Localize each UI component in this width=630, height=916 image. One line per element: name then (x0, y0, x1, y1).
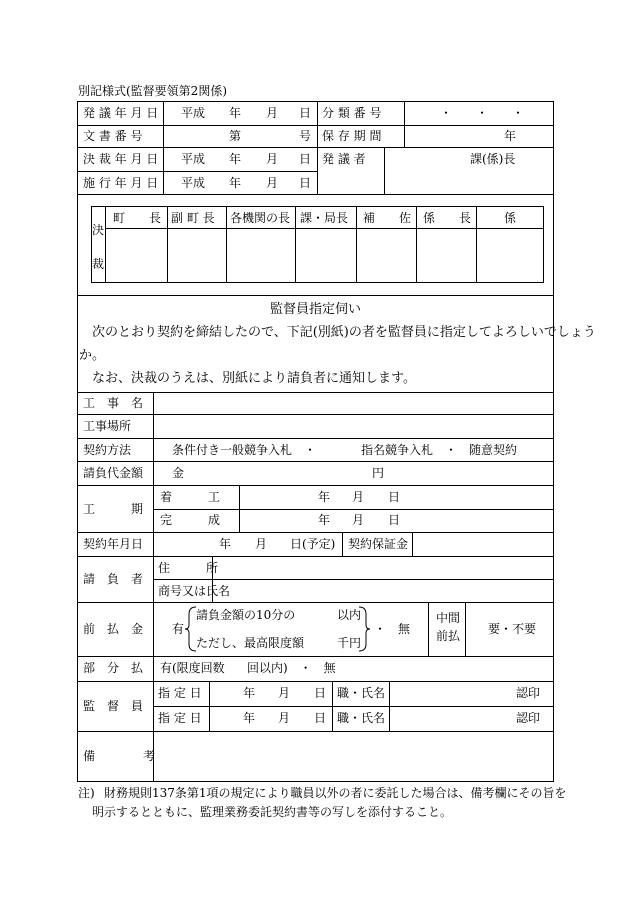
keiyaku-hoho-option-joken: 条件付き一般競争入札 ・ (172, 443, 317, 457)
bubun-value-limit: 有(限度回数 (160, 661, 225, 675)
bubun-value-rest: 回以内) ・ 無 (247, 661, 336, 675)
chukan-label-top: 中間 (436, 611, 461, 625)
note-line2: 明示するとともに、監理業務委託契約書等の写しを添付すること。 (92, 805, 453, 819)
approval-col-kacho: 課・局長 (300, 211, 349, 225)
keiyaku-date-label: 契約年月日 (83, 537, 144, 551)
shitei-bi-label: 指 定 日 (158, 711, 202, 725)
request-body-line2: か。 (79, 348, 106, 363)
approval-col-fukuchocho: 副 町 長 (171, 211, 215, 225)
keiyaku-hoho-option-shimei: 指名競争入札 ・ 随意契約 (361, 443, 518, 457)
note-prefix: 注) (78, 786, 95, 800)
note-line1: 財務規則137条第1項の規定により職員以外の者に委託した場合は、備考欄にその旨を (104, 786, 567, 800)
month-label: 月 (352, 490, 365, 504)
kantokuin-label: 監 督 員 (83, 699, 144, 713)
nashi-label: ・ 無 (374, 622, 411, 636)
maebarai-ratio-text: 請負金額の10分の (196, 608, 296, 622)
chukan-label-bottom: 前払 (436, 629, 461, 643)
day-label: 日 (299, 106, 312, 120)
day-label: 日 (388, 513, 401, 527)
en-label: 円 (372, 466, 385, 480)
daikin-label: 請負代金額 (83, 466, 144, 480)
hoshokin-label: 契約保証金 (348, 537, 409, 551)
inin-label: 認印 (516, 686, 541, 700)
bunrui-value: ・ ・ ・ (440, 106, 525, 120)
era-label: 平成 (181, 106, 206, 120)
month-label: 月 (266, 106, 279, 120)
kansei-label: 完 成 (160, 513, 221, 527)
chaku-label: 着 工 (160, 490, 221, 504)
inin-label: 認印 (516, 711, 541, 725)
month-label: 月 (278, 711, 291, 725)
hozon-label: 保 存 期 間 (322, 129, 382, 143)
inai-label: 以内 (337, 608, 362, 622)
yotei-label: 日(予定) (290, 537, 336, 551)
year-label: 年 (229, 176, 242, 190)
senen-label: 千円 (337, 636, 362, 650)
ari-label: 有 (172, 622, 185, 636)
kessai-date-label: 決 裁 年 月 日 (83, 152, 159, 166)
year-label: 年 (229, 106, 242, 120)
year-label: 年 (318, 490, 331, 504)
shogo-label: 商号又は氏名 (158, 584, 231, 598)
hatsugi-date-label: 発 議 年 月 日 (83, 106, 159, 120)
year-label: 年 (318, 513, 331, 527)
form-caption: 別記様式(監督要領第2関係) (78, 84, 227, 98)
day-label: 日 (314, 711, 327, 725)
hozon-value: 年 (504, 129, 517, 143)
approval-col-chocho: 町 長 (113, 211, 162, 225)
biko-label: 備 考 (83, 749, 156, 763)
request-title: 監督員指定伺い (270, 302, 362, 317)
maebarai-label: 前 払 金 (83, 622, 144, 636)
ukeoisha-label: 請 負 者 (83, 572, 144, 586)
hatsugisha-label: 発 議 者 (322, 152, 366, 166)
month-label: 月 (352, 513, 365, 527)
year-label: 年 (219, 537, 232, 551)
month-label: 月 (278, 686, 291, 700)
month-label: 月 (255, 537, 268, 551)
approval-col-hosa: 補 佐 (363, 211, 412, 225)
yo-fuyo-label: 要・不要 (488, 622, 537, 636)
approval-side-label-bottom: 裁 (92, 257, 105, 271)
shoku-shimei-label: 職・氏名 (337, 686, 386, 700)
shitei-bi-label: 指 定 日 (158, 686, 202, 700)
day-label: 日 (299, 176, 312, 190)
koki-label: 工 期 (83, 502, 144, 516)
dai-label: 第 (229, 129, 242, 143)
shoku-shimei-label: 職・氏名 (337, 711, 386, 725)
year-label: 年 (243, 686, 256, 700)
go-label: 号 (299, 129, 312, 143)
approval-col-kakaricho: 係 長 (423, 211, 472, 225)
approval-col-kikan: 各機関の長 (230, 211, 291, 225)
request-body-line1: 次のとおり契約を締結したので、下記(別紙)の者を監督員に指定してよろしいでしょう (79, 325, 596, 340)
day-label: 日 (314, 686, 327, 700)
day-label: 日 (388, 490, 401, 504)
koji-mei-label: 工 事 名 (83, 396, 144, 410)
bubun-label: 部 分 払 (83, 661, 144, 675)
koji-basho-label: 工事場所 (83, 419, 132, 433)
month-label: 月 (266, 152, 279, 166)
year-label: 年 (229, 152, 242, 166)
maebarai-max-text: ただし、最高限度額 (196, 636, 305, 650)
approval-col-kakari: 係 (504, 211, 517, 225)
request-body-line3: なお、決裁のうえは、別紙により請負者に通知します。 (79, 371, 416, 386)
era-label: 平成 (181, 176, 206, 190)
era-label: 平成 (181, 152, 206, 166)
year-label: 年 (243, 711, 256, 725)
jusho-label: 住 所 (158, 561, 219, 575)
hatsugisha-value: 課(係)長 (470, 152, 516, 166)
month-label: 月 (266, 176, 279, 190)
right-brace-icon (357, 606, 371, 652)
bunrui-label: 分 類 番 号 (322, 106, 382, 120)
seko-date-label: 施 行 年 月 日 (83, 176, 159, 190)
keiyaku-hoho-label: 契約方法 (83, 443, 132, 457)
approval-side-label-top: 決 (92, 223, 105, 237)
bunsho-no-label: 文 書 番 号 (83, 129, 143, 143)
day-label: 日 (299, 152, 312, 166)
kin-label: 金 (172, 466, 185, 480)
